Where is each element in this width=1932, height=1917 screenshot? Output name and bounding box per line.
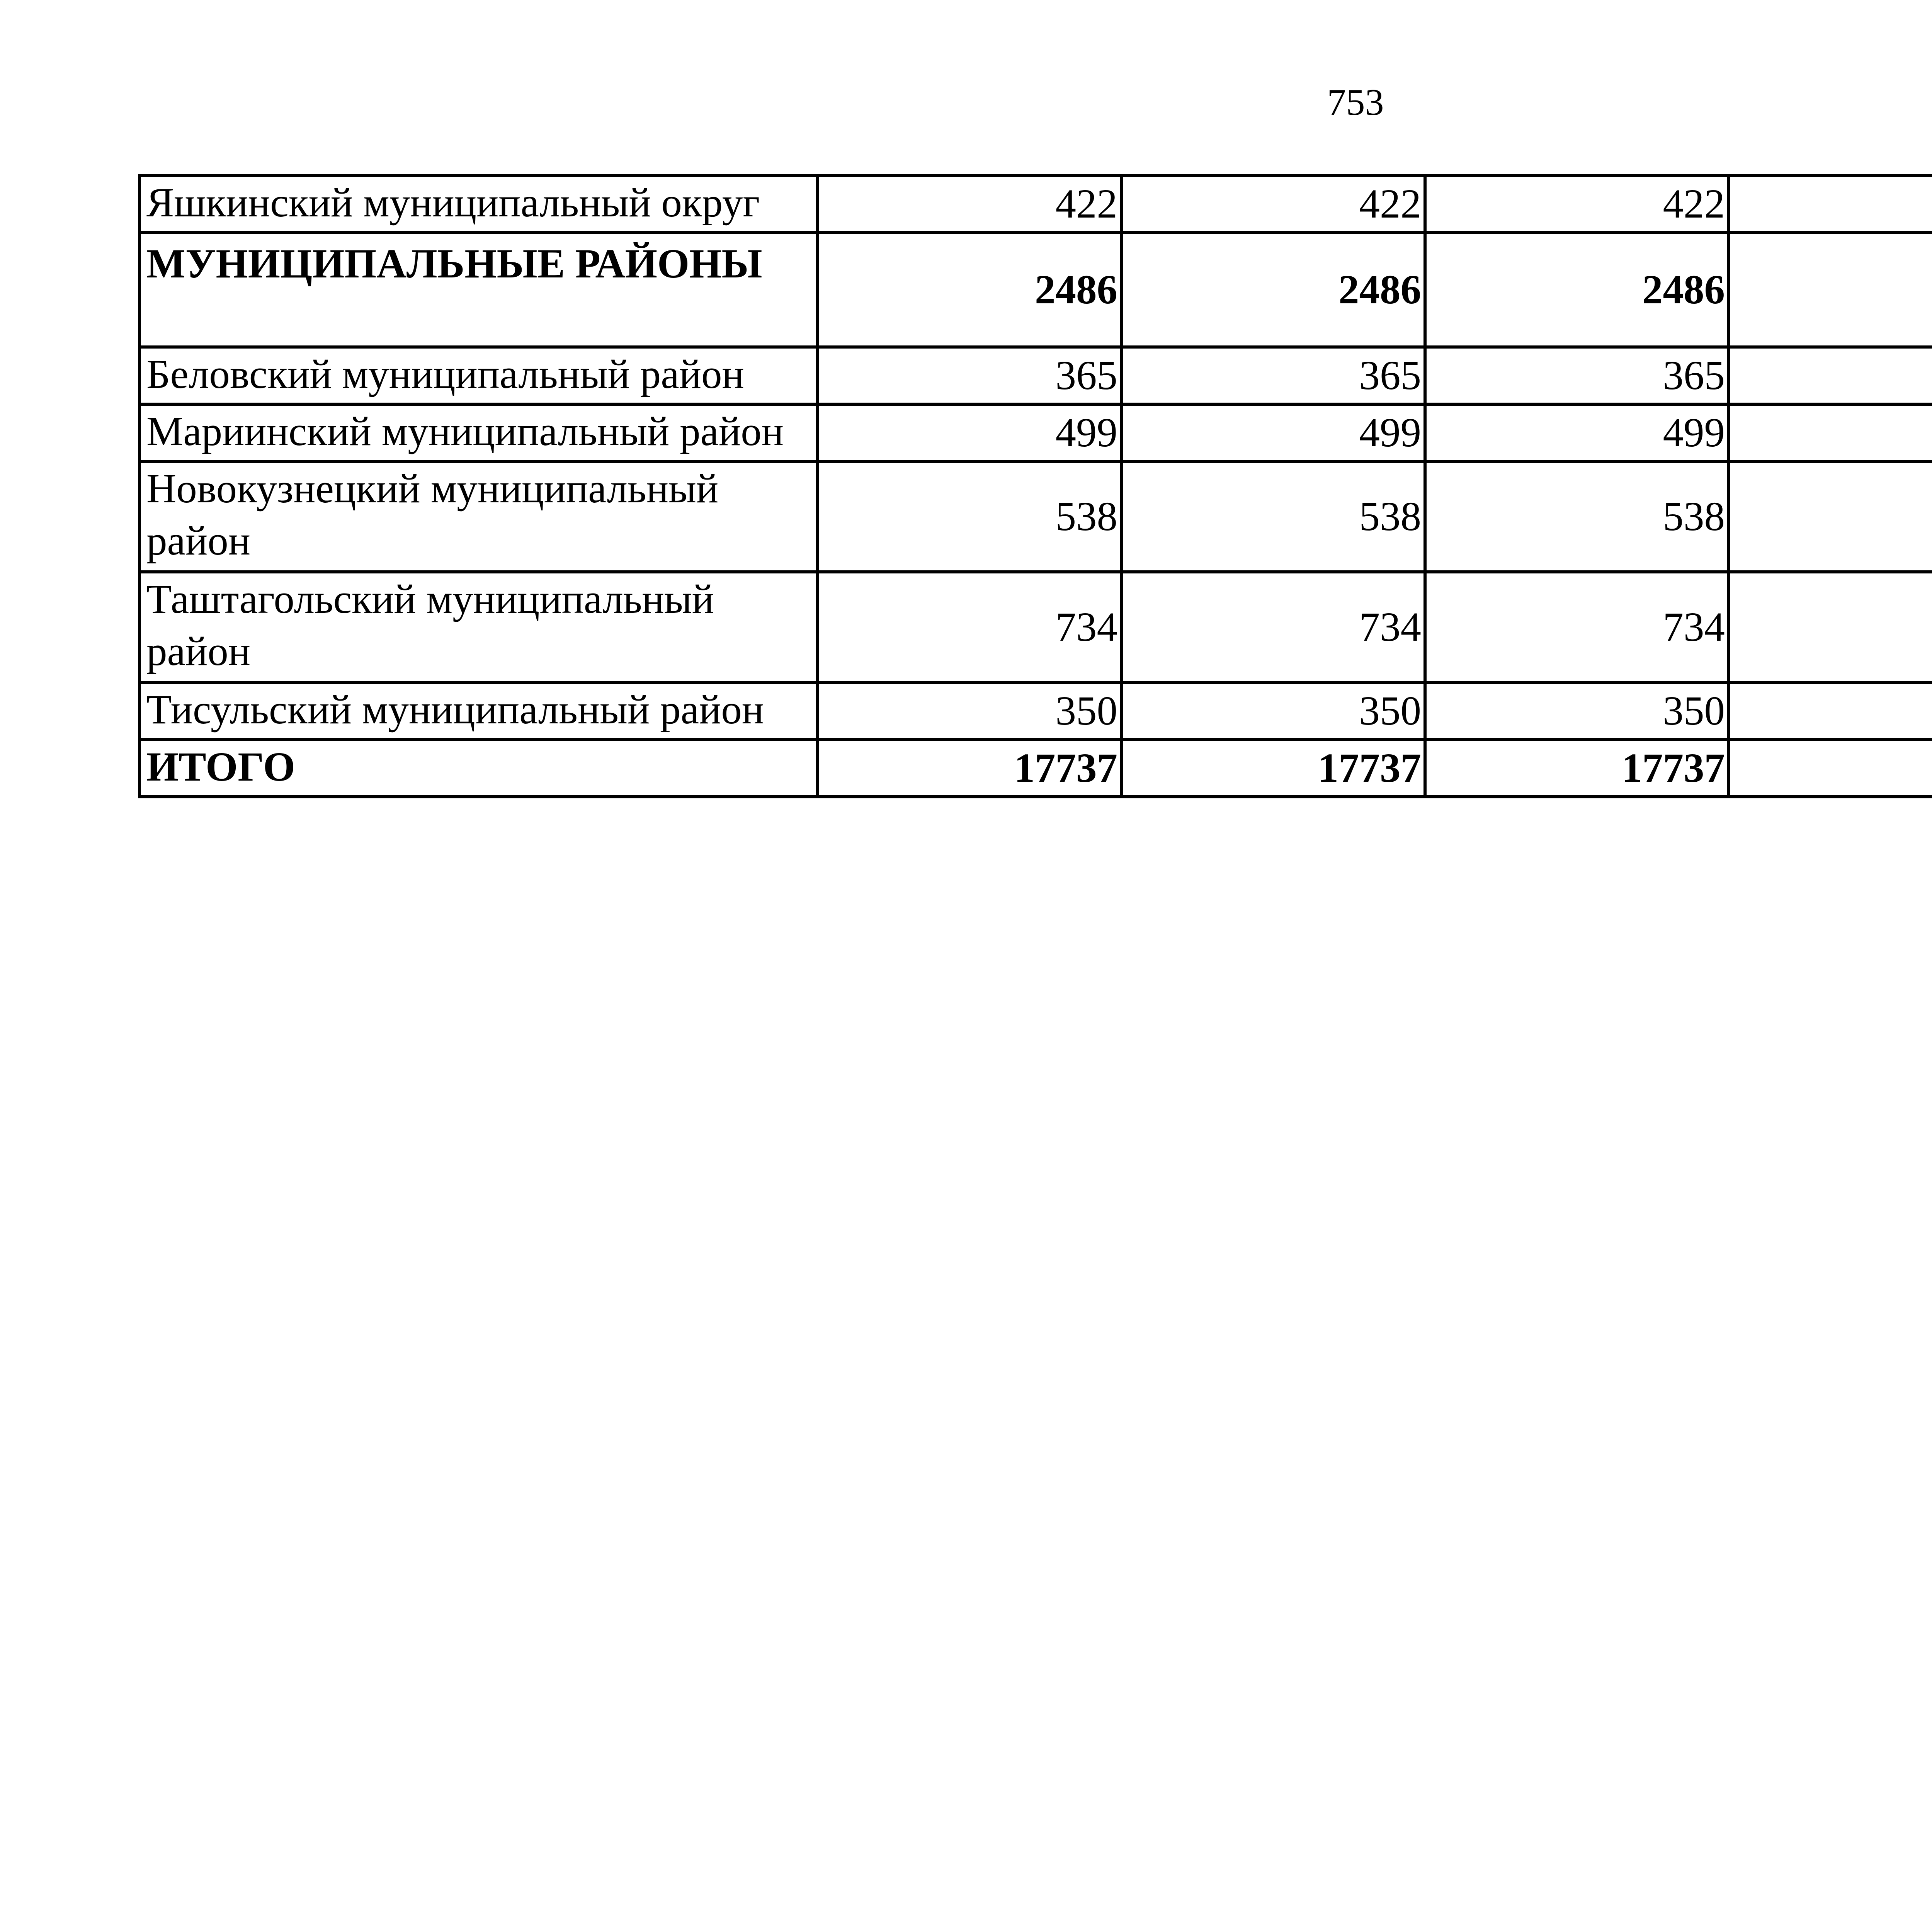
- value-cell: 17737: [1121, 740, 1425, 797]
- value-cell: 350: [1121, 682, 1425, 740]
- value-cell: [1729, 740, 1932, 797]
- value-cell: 365: [1425, 347, 1729, 404]
- row-name-cell: Мариинский муниципальный район: [139, 404, 818, 461]
- value-cell: [1729, 572, 1932, 682]
- row-name-cell: Беловский муниципальный район: [139, 347, 818, 404]
- value-cell: 538: [818, 461, 1121, 572]
- value-cell: 538: [1121, 461, 1425, 572]
- value-cell: [1729, 175, 1932, 233]
- row-name-cell: Яшкинский муниципальный округ: [139, 175, 818, 233]
- value-cell: 422: [818, 175, 1121, 233]
- value-cell: [1729, 233, 1932, 347]
- table-row: [139, 682, 1932, 740]
- value-cell: 538: [1425, 461, 1729, 572]
- row-name-cell: ИТОГО: [139, 740, 818, 797]
- value-cell: 2486: [1425, 233, 1729, 347]
- page-number: 753: [1327, 82, 1384, 123]
- value-cell: 365: [1121, 347, 1425, 404]
- value-cell: 734: [1425, 572, 1729, 682]
- table-row: [139, 347, 1932, 404]
- value-cell: 734: [818, 572, 1121, 682]
- value-cell: 17737: [1425, 740, 1729, 797]
- table-row-subtotal: [139, 233, 1932, 347]
- value-cell: 499: [818, 404, 1121, 461]
- value-cell: 350: [818, 682, 1121, 740]
- table-row: [139, 461, 1932, 572]
- value-cell: 2486: [818, 233, 1121, 347]
- value-cell: 422: [1121, 175, 1425, 233]
- table-row: [139, 572, 1932, 682]
- value-cell: 2486: [1121, 233, 1425, 347]
- row-name-cell: Новокузнецкий муниципальный район: [139, 461, 818, 572]
- row-name-cell: Тисульский муниципальный район: [139, 682, 818, 740]
- value-cell: 422: [1425, 175, 1729, 233]
- value-cell: [1729, 347, 1932, 404]
- value-cell: 365: [818, 347, 1121, 404]
- value-cell: [1729, 461, 1932, 572]
- table-row: [139, 175, 1932, 233]
- row-name-cell: Таштагольский муниципальный район: [139, 572, 818, 682]
- data-table: [138, 174, 1932, 798]
- row-name-cell: МУНИЦИПАЛЬНЫЕ РАЙОНЫ: [139, 233, 818, 347]
- value-cell: 350: [1425, 682, 1729, 740]
- table-body: [139, 175, 1932, 797]
- value-cell: [1729, 682, 1932, 740]
- table-row-total: [139, 740, 1932, 797]
- value-cell: 499: [1121, 404, 1425, 461]
- value-cell: 734: [1121, 572, 1425, 682]
- value-cell: [1729, 404, 1932, 461]
- table-row: [139, 404, 1932, 461]
- value-cell: 17737: [818, 740, 1121, 797]
- value-cell: 499: [1425, 404, 1729, 461]
